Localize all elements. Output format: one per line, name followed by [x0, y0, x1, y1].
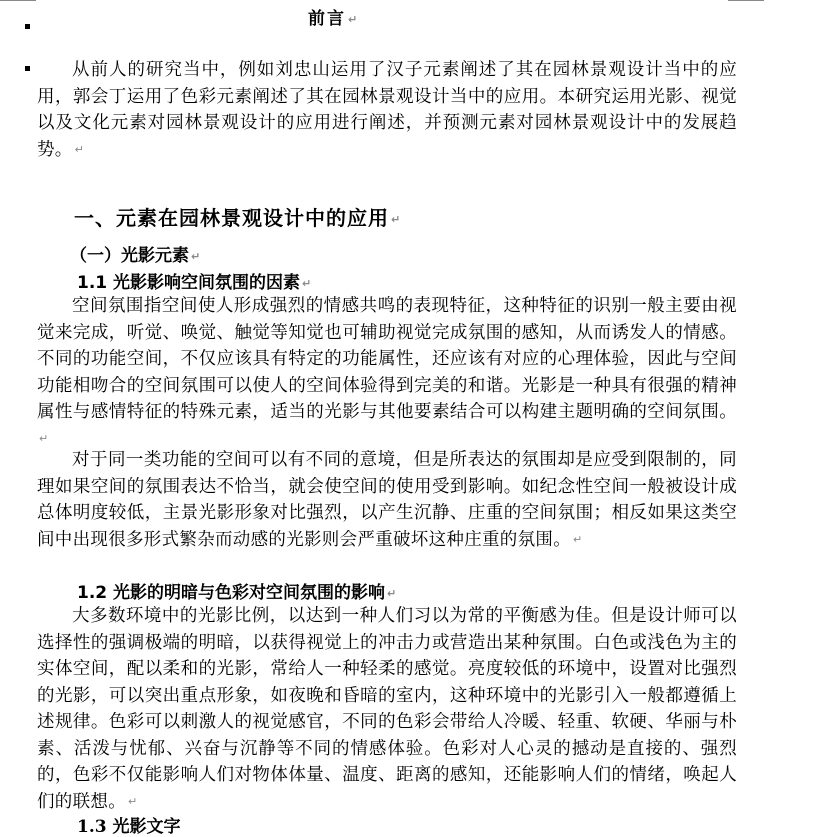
- page-corner-mark-right: [728, 0, 764, 1]
- paragraph-mark-bullet: [25, 66, 30, 71]
- subsubsection-heading: 1.1 光影影响空间氛围的因素 ↵: [77, 273, 312, 293]
- body-paragraph: 空间氛围指空间使人形成强烈的情感共鸣的表现特征，这种特征的识别一般主要由视觉来完成，听觉、唤觉、触觉等知觉也可辅助视觉完成氛围的感知，从而诱发人的情感。不同的功能空间，不仅应该具有特定的功能属性，还应该有对应的心理体验，因此与空间功能相吻合的空间氛围可以使人的空间体验得到完美的和谐。光影是一种具有很强的精神属性与感情特征的特殊元素，适当的光影与其他要素结合可以构建主题明确的空间氛围。↵: [37, 296, 737, 445]
- paragraph-return-mark: ↵: [128, 794, 138, 808]
- paragraph-return-mark: ↵: [74, 142, 85, 156]
- paragraph-return-mark: ↵: [191, 250, 201, 263]
- subsection-heading: （一）光影元素 ↵: [70, 246, 201, 266]
- intro-paragraph: 从前人的研究当中，例如刘忠山运用了汉子元素阐述了其在园林景观设计当中的应用，郭会丁运用了色彩元素阐述了其在园林景观设计当中的应用。本研究运用光影、视觉以及文化元素对园林景观设计的应用进行阐述，并预测元素对园林景观设计中的发展趋势。 ↵: [37, 60, 737, 160]
- page-corner-mark-left: [0, 0, 36, 1]
- paragraph-return-mark: ↵: [302, 276, 312, 290]
- body-paragraph: 对于同一类功能的空间可以有不同的意境，但是所表达的氛围却是应受到限制的，同理如果空间的氛围表达不恰当，就会使空间的使用受到影响。如纪念性空间一般被设计成总体明度较低，主景光影形象对比强烈，以产生沉静、庄重的空间氛围；相反如果这类空间中出现很多形式繁杂而动感的光影则会严重破坏这种庄重的氛围。 ↵: [37, 450, 737, 550]
- paragraph-return-mark: ↵: [387, 586, 397, 600]
- section-heading: 一、元素在园林景观设计中的应用 ↵: [74, 206, 402, 230]
- paragraph-return-mark: ↵: [573, 532, 583, 546]
- page-title: 前言 ↵: [308, 9, 360, 29]
- paragraph-return-mark: ↵: [39, 431, 49, 445]
- paragraph-return-mark: ↵: [348, 13, 360, 26]
- paragraph-return-mark: ↵: [391, 213, 402, 226]
- body-paragraph: 大多数环境中的光影比例，以达到一种人们习以为常的平衡感为佳。但是设计师可以选择性的强调极端的明暗，以获得视觉上的冲击力或营造出某种氛围。白色或浅色为主的实体空间，配以柔和的光影，常给人一种轻柔的感觉。亮度较低的环境中，设置对比强烈的光影，可以突出重点形象，如夜晚和昏暗的室内，这种环境中的光影引入一般都遵循上述规律。色彩可以刺激人的视觉感官，不同的色彩会带给人冷暖、轻重、软硬、华丽与朴素、活泼与忧郁、兴奋与沉静等不同的情感体验。色彩对人心灵的撼动是直接的、强烈的，色彩不仅能影响人们对物体体量、温度、距离的感知，还能影响人们的情绪，唤起人们的联想。 ↵: [37, 606, 737, 812]
- subsubsection-heading: 1.2 光影的明暗与色彩对空间氛围的影响 ↵: [77, 583, 397, 603]
- cut-off-heading: 1.3 光影文字: [77, 817, 181, 837]
- paragraph-mark-bullet: [25, 24, 30, 29]
